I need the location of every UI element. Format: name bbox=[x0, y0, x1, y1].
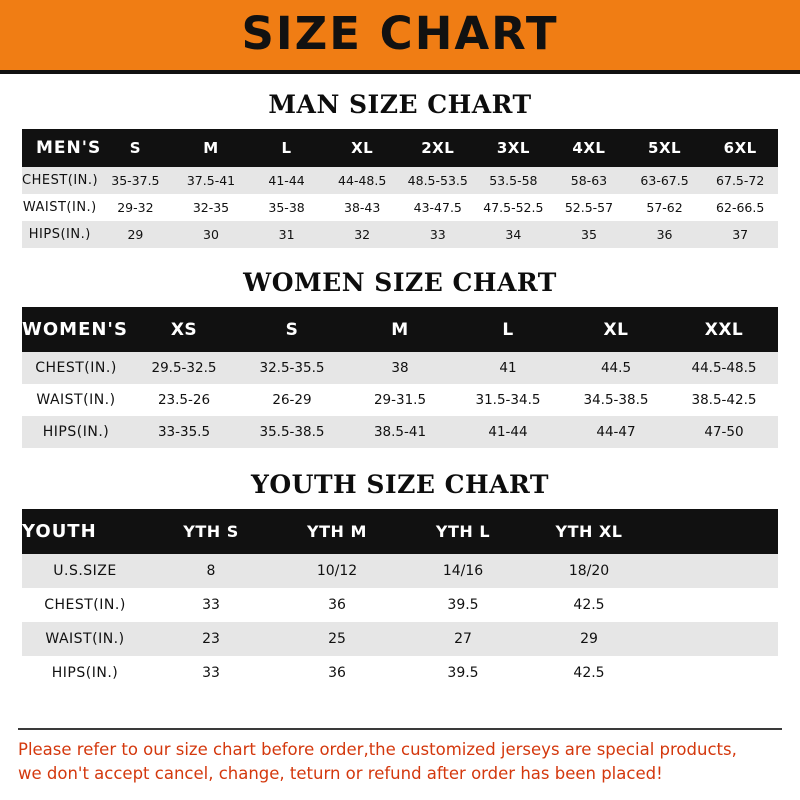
cell: 33 bbox=[202, 665, 220, 681]
cell: 18/20 bbox=[568, 563, 610, 579]
column-header: WOMEN'S bbox=[22, 319, 128, 340]
table-header-row bbox=[22, 129, 778, 167]
column-header: YTH S bbox=[183, 522, 239, 541]
cell: 33 bbox=[429, 227, 446, 242]
column-header: 4XL bbox=[572, 139, 606, 157]
column-header: S bbox=[285, 319, 299, 340]
column-header: 2XL bbox=[421, 139, 455, 157]
cell: 25 bbox=[328, 631, 346, 647]
row-label: CHEST(IN.) bbox=[44, 597, 126, 613]
table-row bbox=[22, 384, 778, 416]
column-header: L bbox=[281, 139, 292, 157]
cell: 35-38 bbox=[268, 200, 305, 215]
table-row bbox=[22, 554, 778, 588]
cell: 27 bbox=[454, 631, 472, 647]
cell: 62-66.5 bbox=[716, 200, 765, 215]
cell: 41-44 bbox=[268, 173, 305, 188]
footer-note-line-1: Please refer to our size chart before order,the customized jerseys are special products, bbox=[18, 740, 737, 760]
cell: 42.5 bbox=[573, 665, 605, 681]
row-label: WAIST(IN.) bbox=[36, 392, 116, 408]
chart-content bbox=[0, 74, 800, 718]
cell: 31 bbox=[278, 227, 295, 242]
row-label: HIPS(IN.) bbox=[42, 424, 110, 440]
section-title-women: WOMEN SIZE CHART bbox=[243, 268, 557, 297]
cell: 57-62 bbox=[646, 200, 683, 215]
cell: 38 bbox=[391, 360, 409, 376]
row-label: WAIST(IN.) bbox=[22, 200, 97, 215]
cell: 8 bbox=[206, 563, 216, 579]
cell: 34.5-38.5 bbox=[583, 392, 649, 408]
cell: 39.5 bbox=[447, 597, 479, 613]
cell: 67.5-72 bbox=[716, 173, 765, 188]
cell: 42.5 bbox=[573, 597, 605, 613]
women-size-table bbox=[22, 307, 778, 448]
cell bbox=[652, 588, 778, 622]
column-header: XL bbox=[603, 319, 629, 340]
cell: 47-50 bbox=[704, 424, 744, 440]
table-row bbox=[22, 352, 778, 384]
cell: 41-44 bbox=[488, 424, 528, 440]
cell: 23.5-26 bbox=[157, 392, 211, 408]
cell: 44.5 bbox=[600, 360, 632, 376]
column-header: 5XL bbox=[648, 139, 682, 157]
cell: 41 bbox=[499, 360, 517, 376]
footer-note-line-2: we don't accept cancel, change, teturn or refund after order has been placed! bbox=[18, 764, 663, 784]
table-row bbox=[22, 656, 778, 690]
cell: 35 bbox=[581, 227, 597, 242]
column-header: MEN'S bbox=[36, 138, 102, 158]
column-header: 6XL bbox=[723, 139, 757, 157]
cell bbox=[652, 622, 778, 656]
cell: 52.5-57 bbox=[564, 200, 614, 215]
cell: 10/12 bbox=[316, 563, 358, 579]
cell: 39.5 bbox=[447, 665, 479, 681]
table-row bbox=[22, 622, 778, 656]
men-size-table bbox=[22, 129, 778, 248]
row-label: U.S.SIZE bbox=[53, 563, 117, 579]
cell: 36 bbox=[328, 597, 346, 613]
cell: 63-67.5 bbox=[640, 173, 689, 188]
column-header: XL bbox=[351, 139, 374, 157]
row-label: HIPS(IN.) bbox=[51, 665, 119, 681]
cell: 35-37.5 bbox=[111, 173, 160, 188]
cell: 31.5-34.5 bbox=[475, 392, 541, 408]
cell: 29 bbox=[580, 631, 598, 647]
row-label: CHEST(IN.) bbox=[35, 360, 117, 376]
cell: 32 bbox=[354, 227, 371, 242]
cell: 38.5-41 bbox=[373, 424, 427, 440]
column-header: S bbox=[129, 139, 142, 157]
table-header-row bbox=[22, 509, 778, 554]
cell: 58-63 bbox=[570, 173, 608, 188]
table-row bbox=[22, 167, 778, 194]
column-header: XS bbox=[170, 319, 198, 340]
cell bbox=[652, 656, 778, 690]
cell: 44-47 bbox=[596, 424, 636, 440]
column-header bbox=[652, 509, 778, 554]
cell: 37 bbox=[732, 227, 749, 242]
page-title: SIZE CHART bbox=[241, 7, 559, 60]
column-header: YTH XL bbox=[555, 522, 623, 541]
column-header: YOUTH bbox=[22, 521, 97, 542]
cell: 34 bbox=[505, 227, 522, 242]
row-label: WAIST(IN.) bbox=[45, 631, 125, 647]
cell: 29-32 bbox=[117, 200, 154, 215]
cell: 29-31.5 bbox=[373, 392, 427, 408]
footer-divider bbox=[18, 728, 782, 730]
cell: 43-47.5 bbox=[413, 200, 462, 215]
section-title-men: MAN SIZE CHART bbox=[268, 90, 532, 119]
row-label: HIPS(IN.) bbox=[28, 227, 91, 242]
header-banner bbox=[0, 0, 800, 70]
cell: 48.5-53.5 bbox=[407, 173, 468, 188]
cell: 35.5-38.5 bbox=[259, 424, 325, 440]
cell: 14/16 bbox=[442, 563, 484, 579]
footer-note-area bbox=[0, 718, 800, 800]
table-row bbox=[22, 221, 778, 248]
cell: 36 bbox=[328, 665, 346, 681]
table-row bbox=[22, 194, 778, 221]
table-row bbox=[22, 588, 778, 622]
table-header-row bbox=[22, 307, 778, 352]
cell: 33 bbox=[202, 597, 220, 613]
column-header: L bbox=[502, 319, 514, 340]
cell: 44.5-48.5 bbox=[691, 360, 757, 376]
cell: 23 bbox=[202, 631, 220, 647]
cell: 53.5-58 bbox=[489, 173, 538, 188]
column-header: XXL bbox=[704, 319, 744, 340]
cell: 26-29 bbox=[272, 392, 312, 408]
section-title-youth: YOUTH SIZE CHART bbox=[251, 470, 549, 499]
column-header: M bbox=[203, 139, 219, 157]
cell: 44-48.5 bbox=[338, 173, 387, 188]
cell: 29.5-32.5 bbox=[151, 360, 217, 376]
cell: 32-35 bbox=[192, 200, 230, 215]
column-header: M bbox=[391, 319, 409, 340]
column-header: YTH L bbox=[435, 522, 491, 541]
column-header: YTH M bbox=[307, 522, 367, 541]
row-label: CHEST(IN.) bbox=[22, 173, 99, 188]
cell: 37.5-41 bbox=[186, 173, 236, 188]
youth-size-table bbox=[22, 509, 778, 690]
cell: 36 bbox=[656, 227, 673, 242]
cell: 47.5-52.5 bbox=[483, 200, 544, 215]
cell: 29 bbox=[127, 227, 144, 242]
cell bbox=[652, 554, 778, 588]
cell: 38.5-42.5 bbox=[691, 392, 757, 408]
cell: 33-35.5 bbox=[157, 424, 211, 440]
cell: 30 bbox=[203, 227, 219, 242]
cell: 38-43 bbox=[344, 200, 381, 215]
column-header: 3XL bbox=[496, 139, 530, 157]
table-row bbox=[22, 416, 778, 448]
cell: 32.5-35.5 bbox=[259, 360, 325, 376]
